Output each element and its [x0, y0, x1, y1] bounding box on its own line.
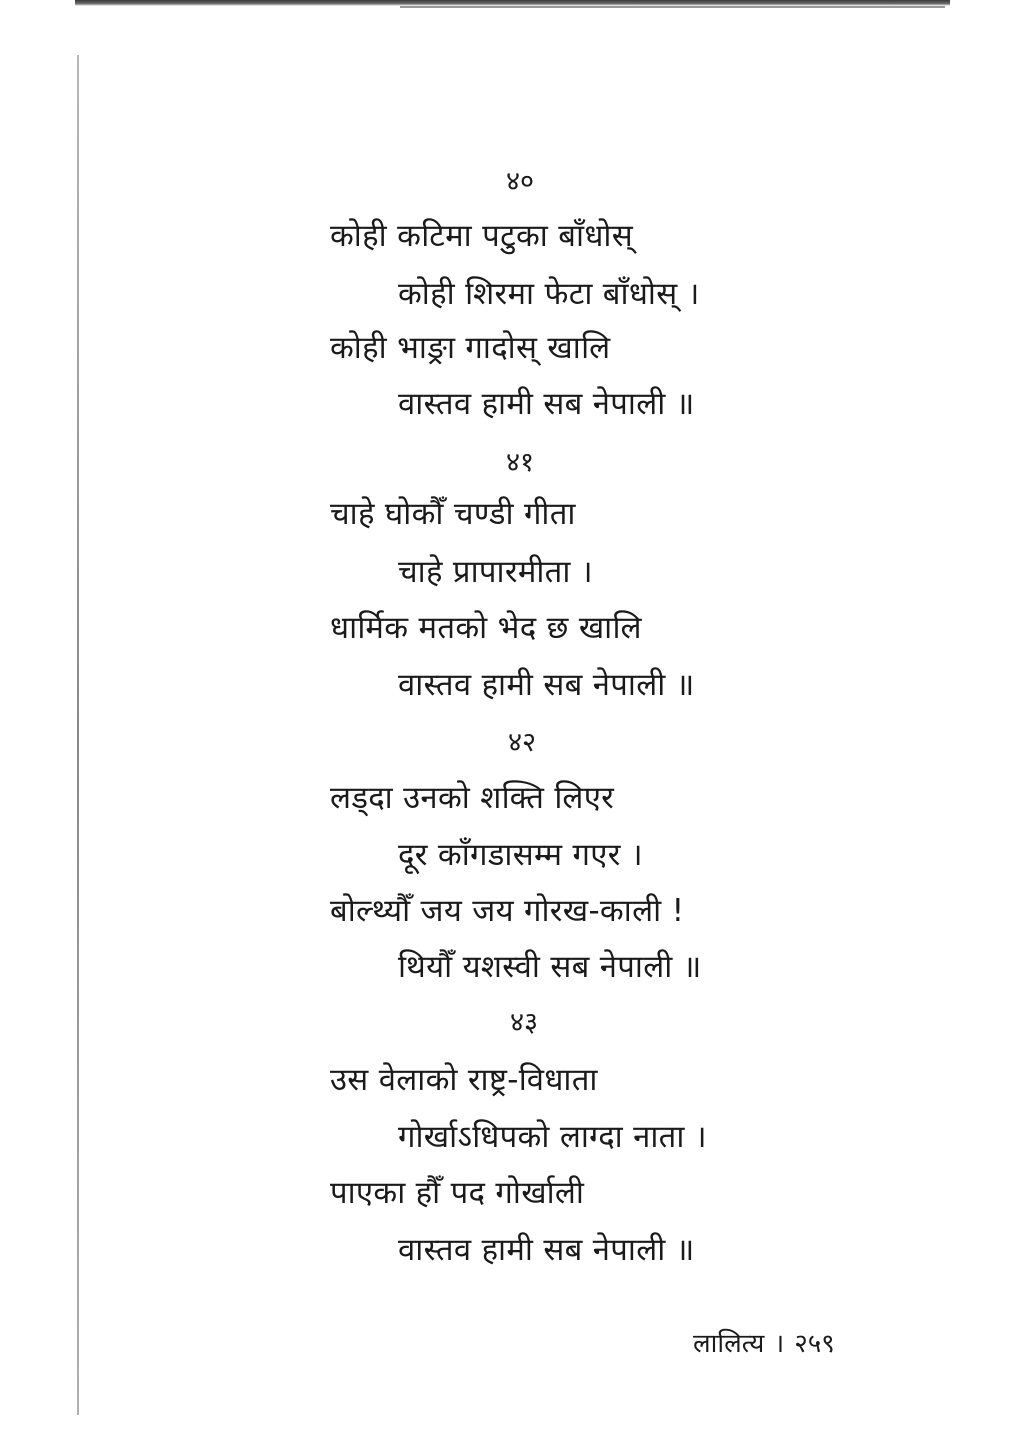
verse-line: लड्दा उनको शक्ति लिएर [330, 780, 615, 816]
verse-line: कोही कटिमा पटुका बाँधोस् [330, 218, 633, 254]
verse-line: धार्मिक मतको भेद छ खालि [330, 610, 642, 646]
book-title: लालित्य [693, 1329, 765, 1359]
stanza-number: ४० [506, 166, 535, 197]
verse-line: चाहे प्रापारमीता । [398, 554, 593, 590]
stanza-number: ४१ [506, 447, 535, 478]
verse-line: दूर काँगडासम्म गएर । [398, 837, 643, 873]
verse-line: चाहे घोकौँ चण्डी गीता [330, 496, 576, 532]
footer-separator: । [774, 1329, 785, 1359]
verse-line: थियौँ यशस्वी सब नेपाली ॥ [398, 949, 702, 985]
verse-line: गोर्खाऽधिपको लाग्दा नाता । [398, 1119, 707, 1155]
verse-line: पाएका हौँ पद गोर्खाली [330, 1175, 585, 1211]
page-footer [693, 1327, 835, 1361]
verse-line: कोही शिरमा फेटा बाँधोस् । [398, 276, 700, 312]
verse-line: बोल्थ्यौँ जय जय गोरख-काली ! [330, 893, 685, 929]
verse-line: कोही भाङ्रा गादोस् खालि [330, 330, 611, 366]
stanza-number: ४२ [508, 727, 537, 758]
page-number: २५९ [794, 1329, 835, 1359]
verse-line: वास्तव हामी सब नेपाली ॥ [398, 667, 695, 703]
verse-line: उस वेलाको राष्ट्र-विधाता [330, 1062, 598, 1098]
verse-line: वास्तव हामी सब नेपाली ॥ [398, 1232, 695, 1268]
stanza-number: ४३ [510, 1007, 539, 1038]
verse-line: वास्तव हामी सब नेपाली ॥ [398, 386, 695, 422]
